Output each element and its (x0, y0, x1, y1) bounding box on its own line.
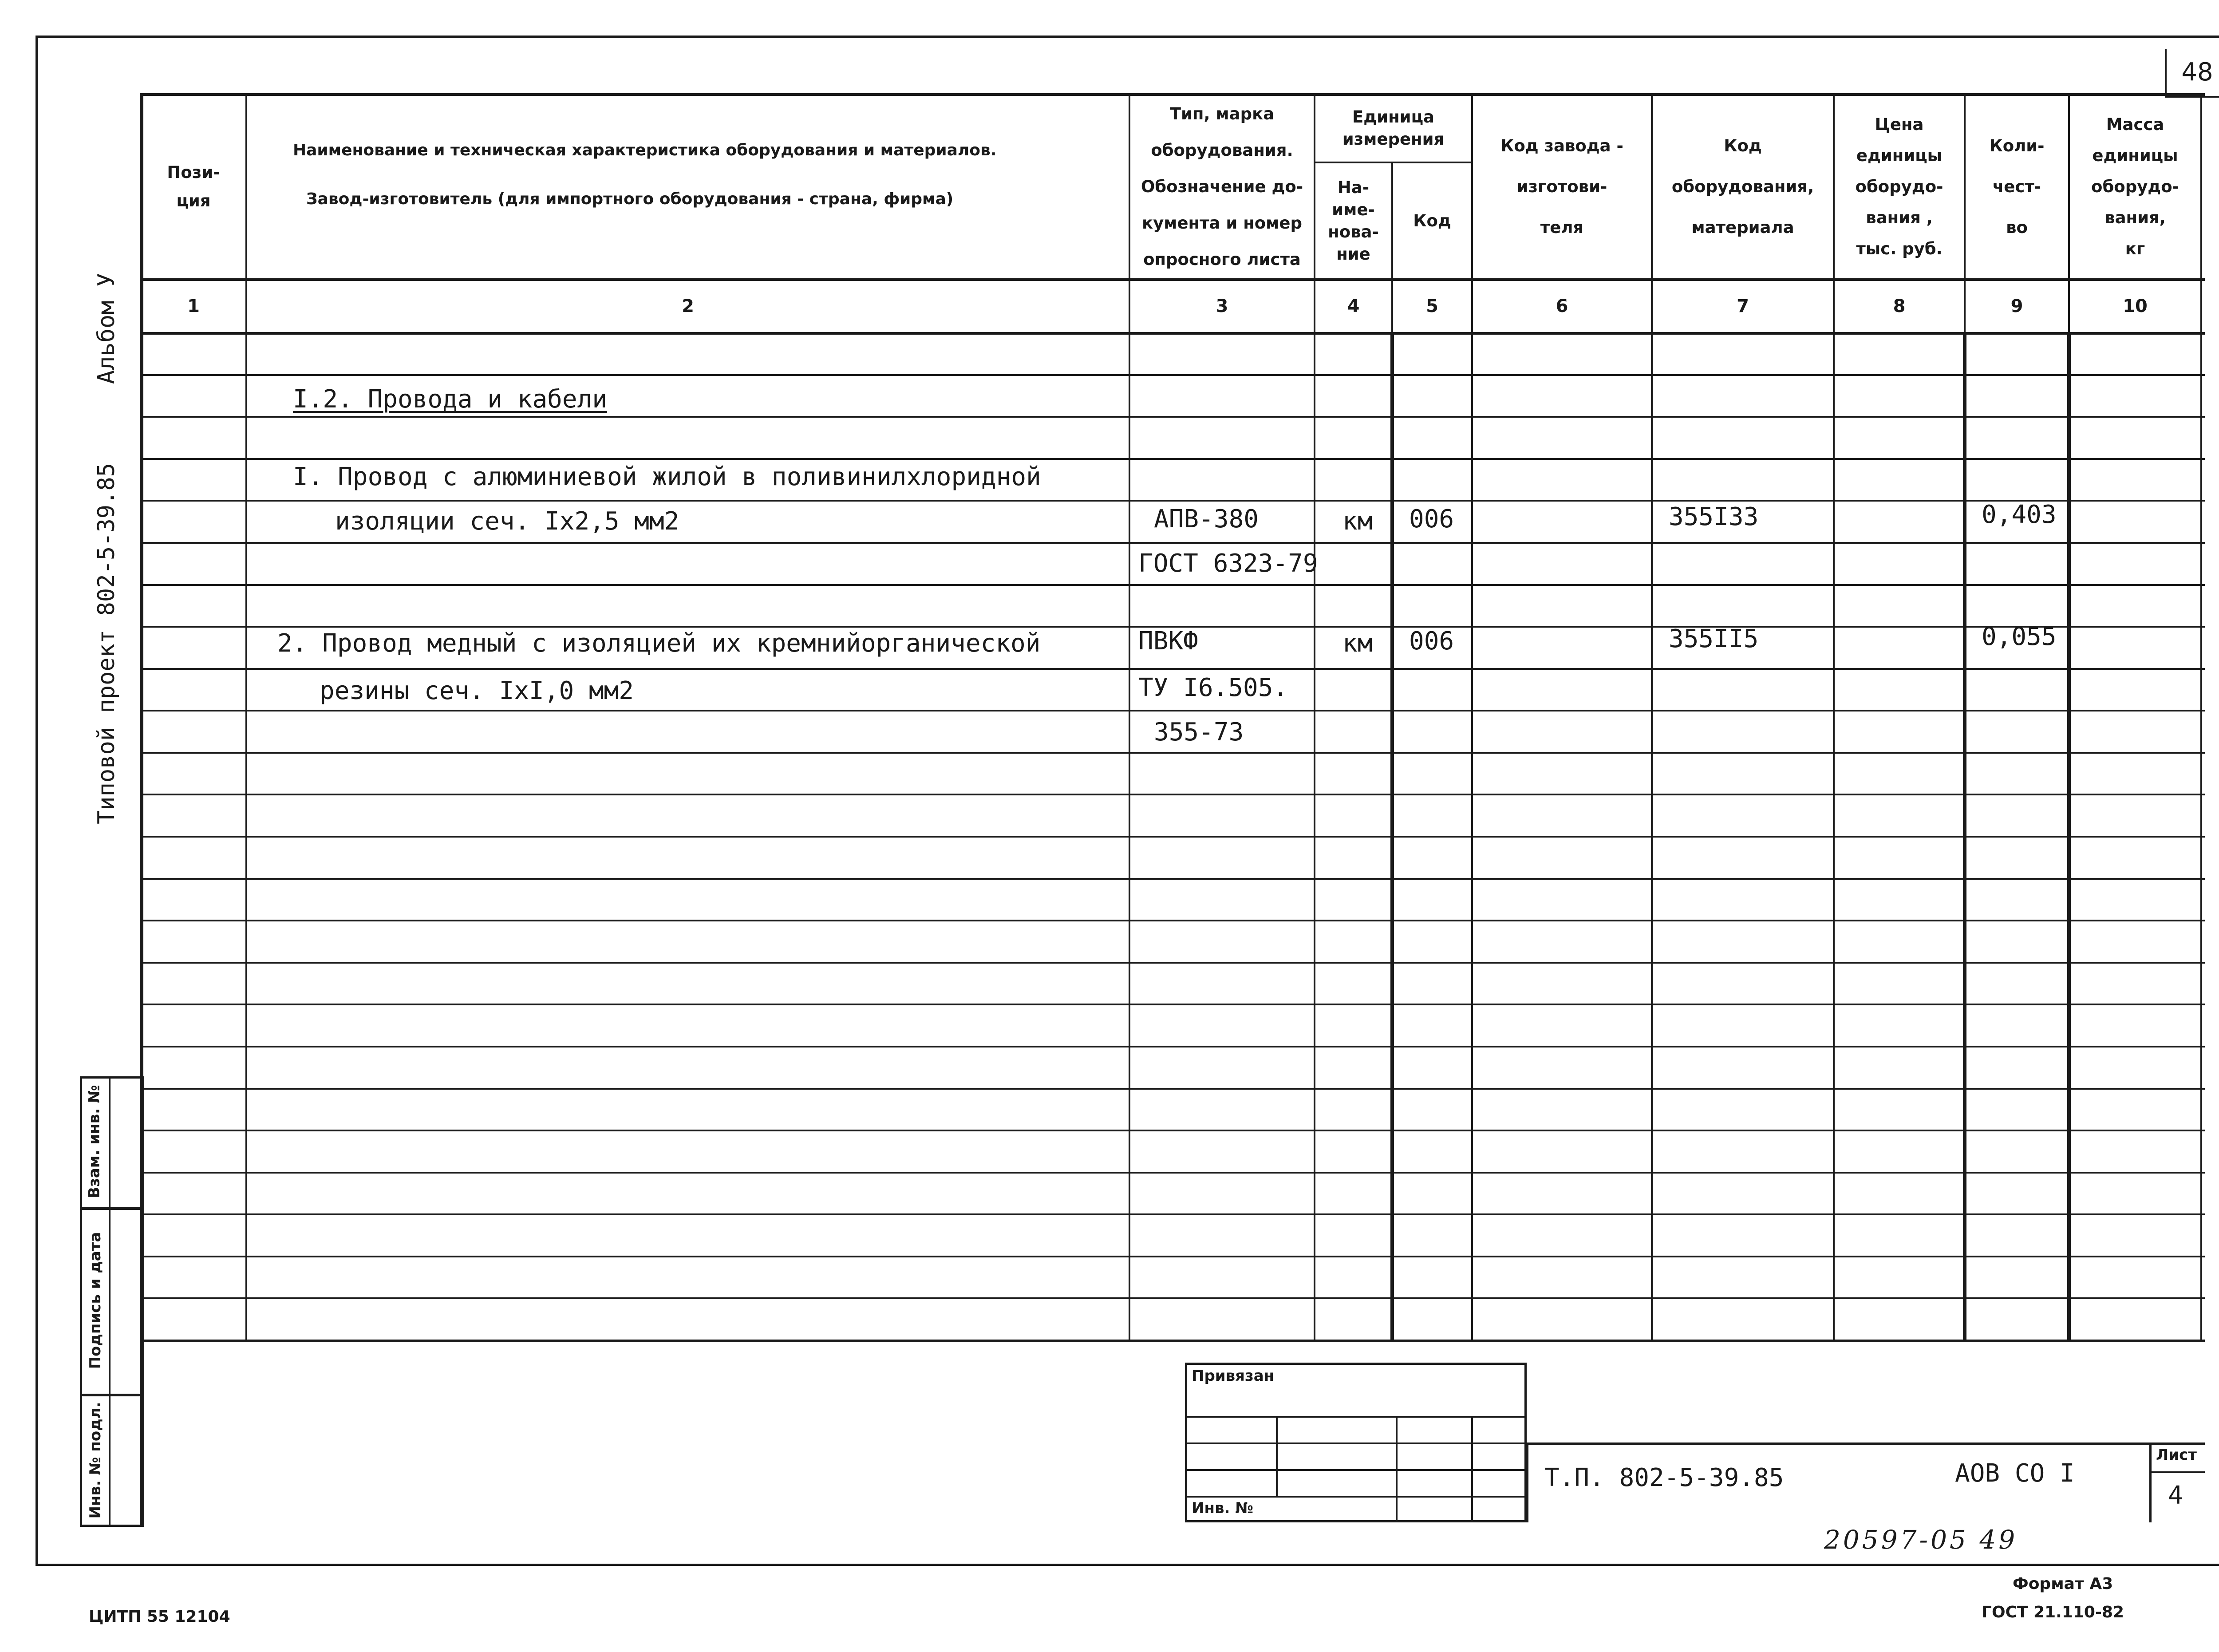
item1-type-line2: ГОСТ 6323-79 (1138, 549, 1318, 578)
item2-unit-code: 006 (1409, 627, 1454, 656)
colnum-8: 8 (1893, 296, 1906, 316)
handwritten-number: 20597-05 49 (1824, 1525, 2018, 1555)
body-row-line (140, 962, 2205, 964)
colnum-3: 3 (1216, 296, 1228, 316)
item2-type-line2: ТУ I6.505. (1138, 673, 1288, 702)
col-line-right (2200, 93, 2202, 1340)
colnum-7: 7 (1737, 296, 1749, 316)
item2-name-line2: резины сеч. IхI,0 мм2 (320, 676, 634, 705)
title-block-left (1527, 1443, 1528, 1522)
header-name-line1: Наименование и техническая характеристика оборудования и материалов. (293, 141, 997, 159)
header-price: Цена единицы оборудо- вания , тыс. руб. (1855, 115, 1943, 258)
privyazan-line3 (1185, 1469, 1527, 1471)
sheet-label: Лист (2156, 1446, 2197, 1464)
privyazan-line1 (1185, 1416, 1527, 1418)
header-mass: Масса единицы оборудо- вания, кг (2091, 115, 2179, 258)
colnum-6: 6 (1556, 296, 1568, 316)
item2-unit: км (1342, 629, 1373, 658)
album-text: Альбом У (93, 273, 120, 384)
privyazan-col3 (1471, 1416, 1473, 1522)
header-material-code: Код оборудования, материала (1671, 136, 1814, 237)
body-row-line (140, 1046, 2205, 1047)
colnum-10: 10 (2123, 296, 2148, 316)
item2-name-line1: 2. Провод медный с изоляцией их кремнийорганической (277, 629, 1041, 658)
doc-mark: АОВ СО I (1955, 1459, 2075, 1488)
col-line-9-10-body (2067, 332, 2071, 1340)
podpis-text: Подпись и дата (87, 1232, 104, 1369)
gost-label: ГОСТ 21.110-82 (1982, 1603, 2124, 1621)
privyazan-line4 (1185, 1496, 1527, 1498)
body-row-line (140, 668, 2205, 670)
body-row-line (140, 1256, 2205, 1257)
header-unit-code: Код (1413, 211, 1451, 230)
body-row-line (140, 752, 2205, 754)
item1-type-line1: АПВ-380 (1154, 505, 1259, 534)
header-unit-group: Единица измерения (1342, 107, 1445, 149)
item1-quantity: 0,403 (1982, 500, 2057, 529)
privyazan-col1 (1276, 1416, 1278, 1496)
body-row-line (140, 878, 2205, 880)
body-row-line (140, 374, 2205, 376)
body-row-line (140, 1213, 2205, 1215)
colnum-4: 4 (1347, 296, 1360, 316)
body-row-line (140, 584, 2205, 586)
body-row-line (140, 542, 2205, 544)
left-stamp-divider (109, 1076, 111, 1527)
body-row-line (140, 836, 2205, 838)
item1-unit: км (1342, 507, 1373, 536)
body-box-top (1390, 332, 2071, 335)
body-row-line (140, 1088, 2205, 1090)
sheet-number: 4 (2168, 1481, 2183, 1510)
item1-material-code: 355I33 (1669, 502, 1759, 531)
body-row-line (140, 1004, 2205, 1005)
table-bottom-line (140, 1340, 2205, 1342)
privyazan-col2 (1396, 1416, 1398, 1522)
side-vzam-label (83, 1076, 106, 1207)
side-album-label (89, 217, 124, 439)
body-row-line (140, 1297, 2205, 1299)
header-type: Тип, марка оборудования. Обозначение до- кумента и номер опросного листа (1141, 104, 1303, 269)
body-row-line (140, 920, 2205, 921)
body-row-line (140, 416, 2205, 418)
header-quantity: Коли- чест- во (1989, 136, 2045, 237)
vzam-text: Взам. инв. № (85, 1085, 103, 1198)
item2-quantity: 0,055 (1982, 622, 2057, 651)
header-position: Пози- ция (167, 162, 220, 210)
doc-code: Т.П. 802-5-39.85 (1544, 1463, 1784, 1492)
colnum-2: 2 (682, 296, 694, 316)
colnum-1: 1 (187, 296, 200, 316)
body-row-line (140, 794, 2205, 795)
format-label: Формат А3 (2013, 1575, 2113, 1593)
body-row-line (140, 1130, 2205, 1131)
colnum-5: 5 (1426, 296, 1438, 316)
project-text: Типовой проект 802-5-39.85 (93, 463, 120, 824)
item1-name-line1: I. Провод с алюминиевой жилой в поливинилхлоридной (293, 462, 1041, 491)
printer-code: ЦИТП 55 12104 (89, 1608, 230, 1626)
col-line-4-5-body (1390, 332, 1394, 1340)
side-inv-label (84, 1394, 107, 1527)
header-unit-name: На- име- нова- ние (1328, 178, 1379, 264)
header-name-line2: Завод-изготовитель (для импортного оборудования - страна, фирма) (306, 190, 954, 208)
header-factory-code: Код завода - изготови- теля (1500, 136, 1623, 237)
body-row-line (140, 1172, 2205, 1174)
colnum-9: 9 (2010, 296, 2023, 316)
section-title: I.2. Провода и кабели (293, 385, 608, 414)
item1-unit-code: 006 (1409, 505, 1454, 534)
side-project-label (89, 413, 124, 874)
side-podpis-label (84, 1207, 107, 1394)
inv-no-label: Инв. № (1192, 1499, 1254, 1517)
body-row-line (140, 500, 2205, 502)
item2-type-line1: ПВКФ (1138, 627, 1198, 656)
col-line-8-9-body (1963, 332, 1966, 1340)
sheet-box-line (2149, 1471, 2205, 1473)
inv-podl-text: Инв. № подл. (87, 1402, 104, 1519)
item2-material-code: 355II5 (1669, 624, 1759, 653)
privyazan-label: Привязан (1192, 1367, 1275, 1385)
privyazan-line2 (1185, 1443, 1527, 1444)
item1-name-line2: изоляции сеч. Iх2,5 мм2 (335, 507, 679, 536)
body-row-line (140, 458, 2205, 460)
page-number: 48 (2181, 58, 2213, 87)
body-row-line (140, 710, 2205, 711)
item2-type-line3: 355-73 (1154, 718, 1244, 747)
